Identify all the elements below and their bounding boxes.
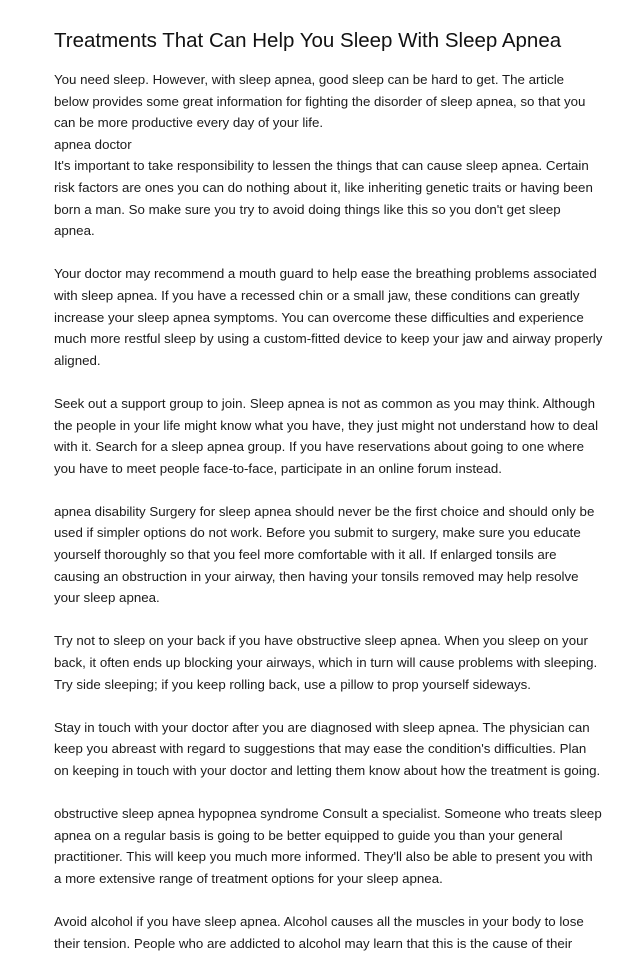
text-line: can be more productive every day of your life. (54, 115, 324, 131)
text-line: You need sleep. However, with sleep apnea, good sleep can be hard to get. The article (54, 72, 565, 87)
paragraph-gap (54, 371, 596, 393)
text-line: Seek out a support group to join. Sleep apnea is not as common as you may think. Although (54, 395, 596, 411)
text-line: below provides some great information for fighting the disorder of sleep apnea, so that you (54, 93, 586, 109)
paragraph-gap (54, 242, 596, 264)
paragraph-mouth-guard (54, 263, 603, 371)
text-line: Avoid alcohol if you have sleep apnea. Alcohol causes all the muscles in your body to lose (54, 914, 584, 930)
text-line: increase your sleep apnea symptoms. You can overcome these difficulties and experience (54, 309, 584, 325)
paragraph-doctor-contact (54, 717, 601, 782)
text-line: the people in your life might know what you have, they just might not understand how to deal (54, 417, 599, 433)
document-body (54, 69, 603, 954)
text-line: back, it often ends up blocking your airways, which in turn will cause problems with sleeping. (54, 655, 598, 671)
text-line: apnea on a regular basis is going to be better equipped to guide you than your general (54, 827, 563, 843)
text-line: used if simpler options do not work. Before you submit to surgery, make sure you educate (54, 525, 581, 541)
text-line: with it. Search for a sleep apnea group. If you have reservations about going to one where (54, 439, 584, 455)
paragraph-support-group (54, 393, 599, 479)
text-line: causing an obstruction in your airway, then having your tonsils removed may help resolve (54, 568, 579, 584)
text-line: Your doctor may recommend a mouth guard to help ease the breathing problems associated (54, 266, 597, 282)
paragraph-gap (54, 782, 596, 804)
document-title: Treatments That Can Help You Sleep With Sleep Apnea (54, 29, 562, 52)
text-line: Try side sleeping; if you keep rolling back, use a pillow to prop yourself sideways. (54, 676, 531, 692)
text-line: risk factors are ones you can do nothing about it, like inheriting genetic traits or having been (54, 179, 593, 195)
text-line: keep you abreast with regard to suggestions that may ease the condition's difficulties. Plan (54, 741, 587, 757)
paragraph-gap (54, 609, 596, 631)
paragraph-gap (54, 479, 596, 501)
text-line: Stay in touch with your doctor after you are diagnosed with sleep apnea. The physician can (54, 719, 590, 735)
text-line: obstructive sleep apnea hypopnea syndrome Consult a specialist. Someone who treats sleep (54, 806, 602, 822)
text-line: you have to meet people face-to-face, participate in an online forum instead. (54, 460, 502, 476)
text-line: apnea. (54, 223, 95, 239)
text-line: with sleep apnea. If you have a recessed chin or a small jaw, these conditions can greatly (54, 287, 580, 303)
text-line: practitioner. This will keep you much more informed. They'll also be able to present you with (54, 849, 593, 865)
text-line: aligned. (54, 352, 101, 368)
text-line: much more restful sleep by using a custom-fitted device to keep your jaw and airway properly (54, 331, 603, 347)
paragraph-gap (54, 890, 596, 912)
text-line: born a man. So make sure you try to avoid doing things like this so you don't get sleep (54, 201, 561, 217)
paragraph-side-sleeping (54, 630, 596, 695)
text-line: a more extensive range of treatment options for your sleep apnea. (54, 870, 443, 886)
text-line: apnea doctor (54, 136, 132, 152)
text-line: Try not to sleep on your back if you have obstructive sleep apnea. When you sleep on your (54, 633, 588, 649)
text-line: It's important to take responsibility to lessen the things that can cause sleep apnea. Certain (54, 158, 589, 174)
paragraph-gap (54, 695, 596, 717)
text-line: your sleep apnea. (54, 590, 160, 606)
text-line: apnea disability Surgery for sleep apnea should never be the first choice and should only be (54, 503, 595, 519)
paragraph-surgery (54, 501, 596, 609)
paragraph-alcohol (54, 911, 596, 954)
text-line: yourself thoroughly so that you feel more comfortable with it all. If enlarged tonsils are (54, 547, 557, 563)
paragraph-intro (54, 69, 596, 242)
text-line: on keeping in touch with your doctor and letting them know about how the treatment is going. (54, 763, 601, 778)
paragraph-specialist (54, 803, 602, 889)
text-line: their tension. People who are addicted to alcohol may learn that this is the cause of their (54, 935, 573, 951)
